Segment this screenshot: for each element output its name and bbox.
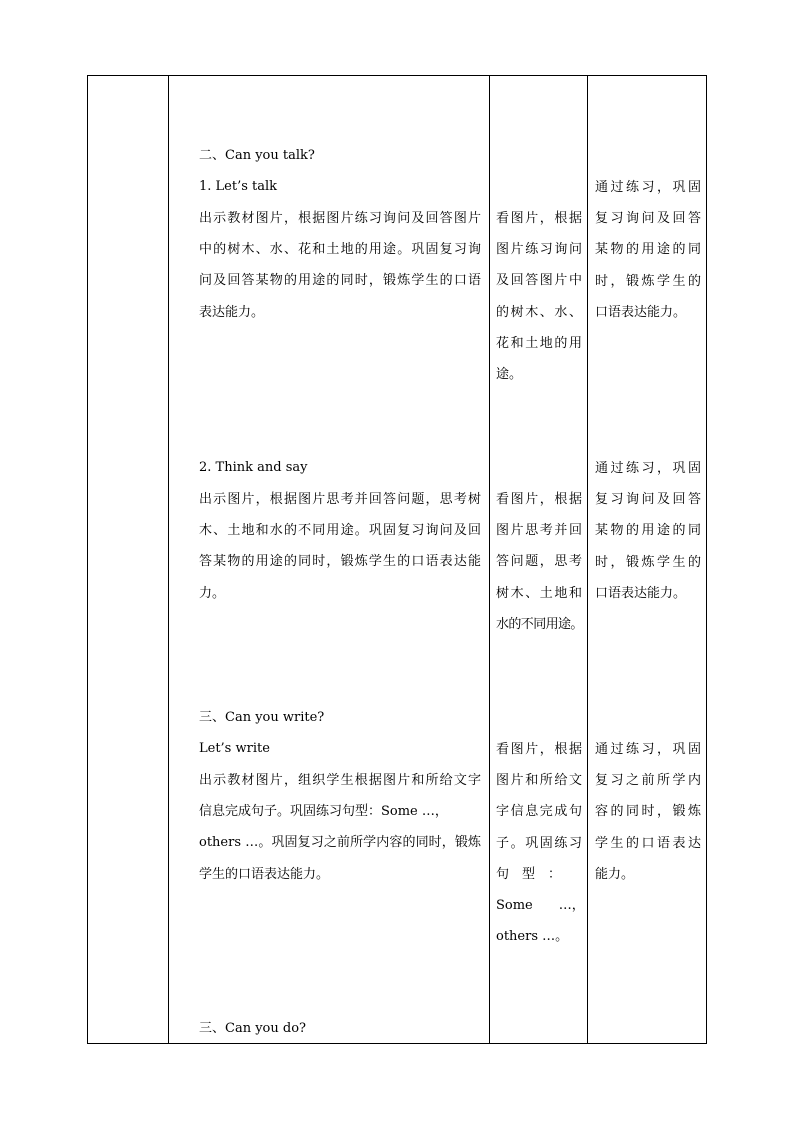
column-divider: [489, 76, 490, 1043]
column-divider: [168, 76, 169, 1043]
student-activity: 看图片，根据 图片练习询问 及回答图片中 的树木、水、 花和土地的用 途。: [496, 211, 582, 383]
student-activity: 看图片，根据 图片思考并回 答问题，思考 树木、土地和 水的不同用途。: [496, 492, 583, 632]
section-heading: 三、Can you do?: [199, 1021, 306, 1036]
design-purpose: 通过练习，巩固 复习之前所学内 容的同时，锻炼 学生的口语表达 能力。: [595, 742, 701, 882]
section-heading: 三、Can you write?: [199, 710, 325, 725]
lesson-plan-table: [87, 75, 707, 1044]
activity-title: Let’s write: [199, 741, 270, 756]
design-purpose: 通过练习，巩固 复习询问及回答 某物的用途的同 时，锻炼学生的 口语表达能力。: [595, 461, 701, 601]
teacher-activity: 出示教材图片，根据图片练习询问及回答图片 中的树木、水、花和土地的用途。巩固复习询 问及回答某物的用途的同时，锻炼学生的口语 表达能力。: [199, 211, 481, 320]
student-activity: 看图片，根据 图片和所给文 字信息完成句 子。巩固练习 句 型 ： Some …， others …。: [496, 742, 585, 945]
activity-title: 2. Think and say: [199, 460, 308, 475]
teacher-activity: 出示教材图片，组织学生根据图片和所给文字 信息完成句子。巩固练习句型：Some …， others …。巩固复习之前所学内容的同时，锻炼 学生的口语表达能力。: [199, 773, 481, 882]
column-divider: [587, 76, 588, 1043]
section-heading: 二、Can you talk?: [199, 148, 315, 163]
design-purpose: 通过练习，巩固 复习询问及回答 某物的用途的同 时，锻炼学生的 口语表达能力。: [595, 180, 701, 320]
activity-title: 1. Let’s talk: [199, 179, 278, 194]
teacher-activity: 出示图片，根据图片思考并回答问题，思考树 木、土地和水的不同用途。巩固复习询问及回 答某物的用途的同时，锻炼学生的口语表达能 力。: [199, 492, 481, 601]
